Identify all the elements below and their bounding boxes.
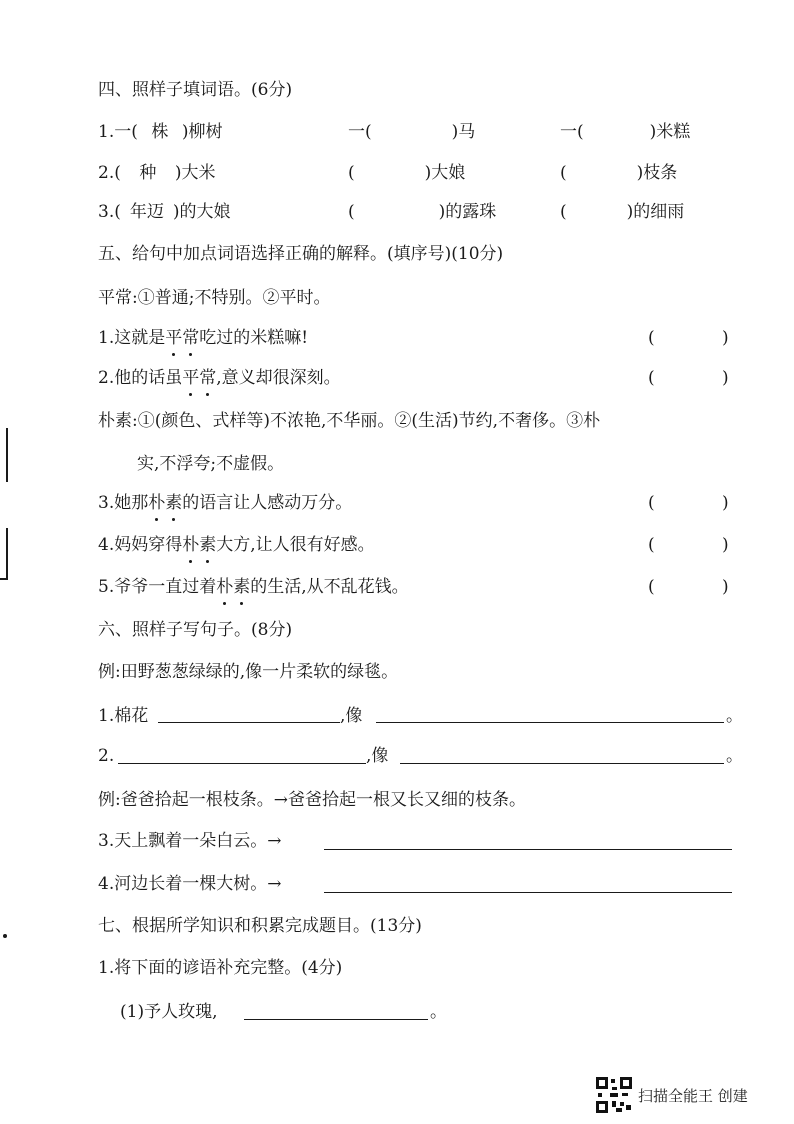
definition-pusu: 朴素:①(颜色、式样等)不浓艳,不华丽。②(生活)节约,不奢侈。③朴 — [98, 411, 601, 431]
s6-line-3: 3.天上飘着一朵白云。→ — [98, 831, 282, 851]
answer-paren-close: ) — [722, 328, 729, 348]
s6-line-2-b: ,像 — [366, 746, 389, 766]
s4-item: 一( )马 — [348, 122, 476, 142]
s5-question-5: 5.爷爷一直过着朴素的生活,从不乱花钱。 — [98, 577, 409, 597]
s4-item: ( )的细雨 — [560, 202, 685, 222]
s5-question-4: 4.妈妈穿得朴素大方,让人很有好感。 — [98, 535, 375, 555]
s5-question-1: 1.这就是平常吃过的米糕嘛! — [98, 328, 309, 348]
section-5-title: 五、给句中加点词语选择正确的解释。(填序号)(10分) — [98, 244, 504, 264]
s5-question-2: 2.他的话虽平常,意义却很深刻。 — [98, 368, 341, 388]
s6-line-4: 4.河边长着一棵大树。→ — [98, 874, 282, 894]
answer-paren-open: ( — [648, 493, 655, 513]
section-4-title: 四、照样子填词语。(6分) — [98, 80, 293, 100]
s6-line-2-c: 。 — [726, 746, 743, 766]
s7-question-1: 1.将下面的谚语补充完整。(4分) — [98, 958, 343, 978]
answer-paren-open: ( — [648, 535, 655, 555]
s4-answer[interactable]: 株 — [151, 122, 169, 142]
s4-item: 3.( 年迈 )的大娘 — [98, 202, 231, 222]
margin-mark — [6, 428, 8, 482]
s6-line-1-b: ,像 — [340, 706, 363, 726]
s4-item: ( )的露珠 — [348, 202, 497, 222]
answer-blank[interactable] — [244, 1019, 428, 1020]
answer-blank[interactable] — [118, 763, 366, 764]
section-6-title: 六、照样子写句子。(8分) — [98, 620, 293, 640]
margin-dot — [3, 934, 7, 938]
s5-question-3: 3.她那朴素的语言让人感动万分。 — [98, 493, 353, 513]
answer-blank[interactable] — [324, 849, 732, 850]
margin-mark — [0, 578, 8, 580]
section-7-title: 七、根据所学知识和积累完成题目。(13分) — [98, 916, 422, 936]
s4-item: ( )枝条 — [560, 163, 678, 183]
answer-blank[interactable] — [376, 722, 724, 723]
qr-code-icon — [596, 1077, 632, 1113]
answer-blank[interactable] — [324, 892, 732, 893]
answer-paren-close: ) — [722, 577, 729, 597]
definition-pusu-cont: 实,不浮夸;不虚假。 — [137, 454, 285, 474]
answer-paren-close: ) — [722, 493, 729, 513]
answer-paren-open: ( — [648, 328, 655, 348]
s4-item: ( )大娘 — [348, 163, 466, 183]
answer-paren-open: ( — [648, 368, 655, 388]
answer-paren-close: ) — [722, 535, 729, 555]
s6-line-1-c: 。 — [726, 706, 743, 726]
s4-item: 1.一( 株 )柳树 — [98, 122, 223, 142]
s4-item: 一( )米糕 — [560, 122, 691, 142]
s4-item: 2.( 种 )大米 — [98, 163, 216, 183]
answer-blank[interactable] — [400, 763, 724, 764]
answer-paren-open: ( — [648, 577, 655, 597]
scanner-watermark — [596, 1076, 748, 1114]
s7-q1-part-1: (1)予人玫瑰, — [120, 1002, 218, 1022]
answer-blank[interactable] — [158, 722, 340, 723]
example-1: 例:田野葱葱绿绿的,像一片柔软的绿毯。 — [98, 662, 399, 682]
s7-q1-part-1-end: 。 — [430, 1002, 447, 1022]
example-2: 例:爸爸拾起一根枝条。→爸爸拾起一根又长又细的枝条。 — [98, 790, 526, 810]
s4-answer[interactable]: 种 — [139, 163, 157, 183]
definition-pingchang: 平常:①普通;不特别。②平时。 — [98, 288, 331, 308]
s6-line-1-a: 1.棉花 — [98, 706, 149, 726]
s6-line-2-a: 2. — [98, 746, 115, 766]
s4-answer[interactable]: 年迈 — [129, 202, 164, 222]
margin-mark — [6, 528, 8, 580]
watermark-text: 扫描全能王 创建 — [638, 1086, 748, 1105]
answer-paren-close: ) — [722, 368, 729, 388]
